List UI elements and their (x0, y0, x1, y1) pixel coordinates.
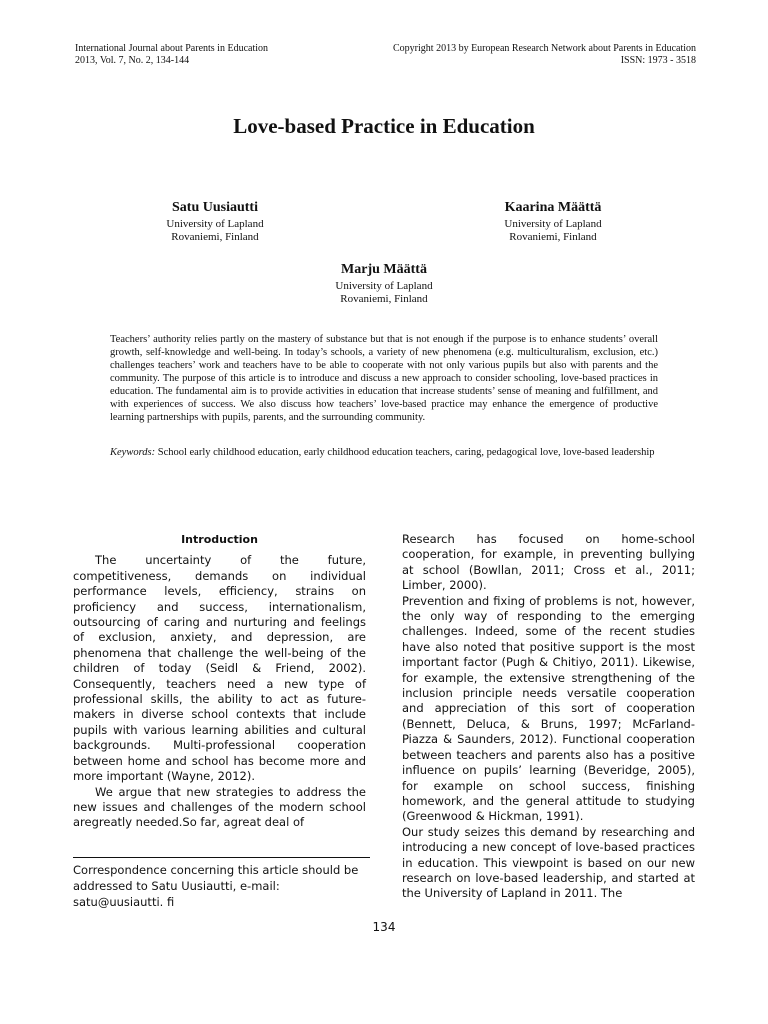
copyright-line: Copyright 2013 by European Research Network about Parents in Education (393, 43, 696, 54)
right-paragraph-1: Research has focused on home-school cooperation, for example, in preventing bullying at school (Bowllan, 2011; Cross et al., 2011; Limber, 2000). (402, 532, 695, 593)
paper-title: Love-based Practice in Education (233, 114, 535, 138)
author-location: Rovaniemi, Finland (171, 231, 259, 243)
author-block-2 (468, 199, 638, 244)
intro-paragraph-1: The uncertainty of the future, competitiveness, demands on individual performance levels, efficiency, strains on proficiency and success, internationalism, outsourcing of caring and nurturing and feelings of exclusion, anxiety, and depression, are phenomena that challenge the well-being of the children of today (Seidl & Friend, 2002). Consequently, teachers need a new type of professional skills, the ability to act as future-makers in diverse school contexts that include pupils with various learning abilities and cultural backgrounds. Multi-professional cooperation between home and school has become more and more important (Wayne, 2012). (73, 553, 366, 784)
author-affiliation: University of Lapland (166, 218, 264, 230)
intro-paragraph-2: We argue that new strategies to address the new issues and challenges of the modern school aregreatly needed.So far, agreat deal of (73, 784, 366, 830)
author-affiliation: University of Lapland (504, 218, 602, 230)
right-paragraph-3: Our study seizes this demand by researching and introducing a new concept of love-based practices in education. This viewpoint is based on our new research on love-based leadership, and started at the University of Lapland in 2011. The (402, 824, 695, 901)
left-column (73, 532, 366, 831)
journal-volume: 2013, Vol. 7, No. 2, 134-144 (75, 55, 190, 66)
footnote-divider (73, 857, 370, 858)
keywords-text: School early childhood education, early childhood education teachers, caring, pedagogical love, love-based leadership (157, 447, 655, 458)
right-column (402, 532, 695, 902)
author-affiliation: University of Lapland (335, 280, 433, 292)
correspondence-footnote: Correspondence concerning this article should be addressed to Satu Uusiautti, e-mail: satu@uusiautti. fi (73, 863, 359, 909)
author-block-1 (130, 199, 300, 244)
abstract: Teachers’ authority relies partly on the mastery of substance but that is not enough if the purpose is to enhance students’ overall growth, self-knowledge and well-being. In today’s schools, a variety of new phenomena (e.g. multiculturalism, exclusion, etc.) challenges teachers’ work and teachers have to be able to cooperate with not only various pupils but also with parents and the community. The purpose of this article is to introduce and discuss a new approach to consider schooling, love-based practices in education. The fundamental aim is to provide activities in education that increase students’ sense of meaning and fulfillment, and with experiences of success. We also discuss how teachers’ love-based practice may enhance the emergence of productive learning partnerships with pupils, parents, and the surrounding community. (110, 334, 658, 423)
right-paragraph-2: Prevention and fixing of problems is not, however, the only way of responding to the emerging challenges. Indeed, some of the recent studies have also noted that positive support is the most important factor (Pugh & Chitiyo, 2011). Likewise, for example, the extensive strengthening of the inclusion principle needs versatile cooperation and appreciation of this sort of cooperation (Bennett, Deluca, & Bruns, 1997; McFarland-Piazza & Saunders, 2012). Functional cooperation between teachers and parents also has a positive influence on pupils’ learning (Beveridge, 2005), for example on school success, finishing homework, and the general attitude to studying (Greenwood & Hickman, 1991). (402, 593, 695, 824)
author-block-3 (299, 261, 469, 306)
author-location: Rovaniemi, Finland (340, 293, 428, 305)
keywords-label: Keywords: (110, 447, 156, 458)
section-heading-introduction: Introduction (181, 533, 258, 546)
author-name: Marju Määttä (341, 262, 427, 277)
page-number: 134 (372, 920, 396, 934)
journal-info (75, 43, 268, 67)
journal-name: International Journal about Parents in Education (75, 43, 269, 54)
issn-line: ISSN: 1973 - 3518 (620, 55, 696, 66)
copyright-info (393, 43, 696, 67)
author-name: Kaarina Määttä (504, 200, 602, 215)
author-name: Satu Uusiautti (172, 200, 258, 215)
keywords (110, 446, 658, 459)
author-location: Rovaniemi, Finland (509, 231, 597, 243)
